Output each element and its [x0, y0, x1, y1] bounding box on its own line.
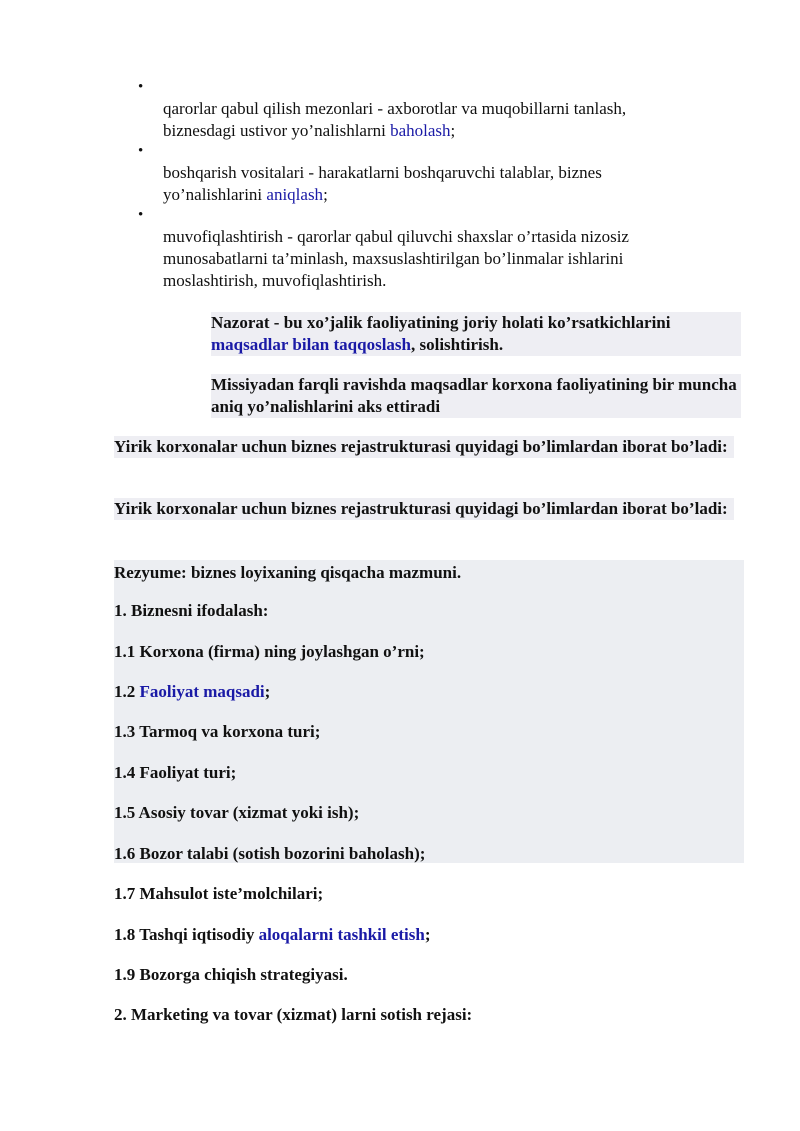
missiya-paragraph: Missiyadan farqli ravishda maqsadlar korxona faoliyatining bir muncha aniq yo’nalishlarini aks ettiradi — [211, 374, 741, 418]
toc-item: 1.3 Tarmoq va korxona turi; — [114, 722, 321, 741]
toc-item: 1.2 Faoliyat maqsadi; — [114, 682, 271, 701]
toc-item: 1.9 Bozorga chiqish strategiyasi. — [114, 965, 348, 984]
bullet-item — [0, 78, 703, 142]
bullet-icon: • — [138, 143, 144, 159]
toc-item: 1.6 Bozor talabi (sotish bozorini baholash); — [114, 844, 426, 863]
bullet-icon: • — [138, 207, 144, 223]
toc-item: Rezyume: biznes loyixaning qisqacha mazmuni. — [114, 563, 462, 582]
toc-item: 1. Biznesni ifodalash: — [114, 601, 269, 620]
bullet-icon: • — [138, 79, 144, 95]
toc-item: 1.8 Tashqi iqtisodiy aloqalarni tashkil etish; — [114, 925, 431, 944]
toc-item: 2. Marketing va tovar (xizmat) larni sotish rejasi: — [114, 1005, 473, 1024]
section-heading: Yirik korxonalar uchun biznes rejastrukturasi quyidagi bo’limlardan iborat bo’ladi: — [114, 436, 734, 458]
bullet-item — [0, 142, 703, 206]
link-aloqalarni-tashkil-etish[interactable]: aloqalarni tashkil etish — [258, 925, 425, 944]
link-faoliyat-maqsadi[interactable]: Faoliyat maqsadi — [139, 682, 265, 701]
bullet-item — [0, 206, 703, 292]
bullet-text: qarorlar qabul qilish mezonlari - axborotlar va muqobillarni tanlash, biznesdagi ustivor yo’nalishlarni — [163, 99, 627, 140]
toc-item: 1.4 Faoliyat turi; — [114, 763, 237, 782]
bullet-text-end: ; — [450, 121, 456, 140]
bullet-list — [0, 78, 800, 292]
link-aniqlash[interactable]: aniqlash — [266, 185, 324, 204]
section-heading: Yirik korxonalar uchun biznes rejastrukturasi quyidagi bo’limlardan iborat bo’ladi: — [114, 498, 734, 520]
bullet-text-end: ; — [323, 185, 328, 204]
bullet-text: boshqarish vositalari - harakatlarni boshqaruvchi talablar, biznes yo’nalishlarini — [163, 163, 602, 204]
bullet-text: muvofiqlashtirish - qarorlar qabul qiluvchi shaxslar o’rtasida nizosiz munosabatlarni ta’minlash, maxsuslashtirilgan bo’linmalar ishlarini moslashtirish, muvofiqlashtirish. — [163, 227, 629, 290]
toc-item: 1.5 Asosiy tovar (xizmat yoki ish); — [114, 803, 360, 822]
nazorat-text: Nazorat - bu xo’jalik faoliyatining joriy holati ko’rsatkichlarini — [211, 313, 671, 332]
toc-item: 1.7 Mahsulot iste’molchilari; — [114, 884, 324, 903]
toc-item: 1.1 Korxona (firma) ning joylashgan o’rni; — [114, 642, 425, 661]
nazorat-paragraph — [211, 312, 741, 356]
link-maqsadlar-bilan-taqqoslash[interactable]: maqsadlar bilan taqqoslash — [211, 335, 411, 354]
link-baholash[interactable]: baholash — [390, 121, 451, 140]
nazorat-text-end: , solishtirish. — [410, 335, 504, 354]
